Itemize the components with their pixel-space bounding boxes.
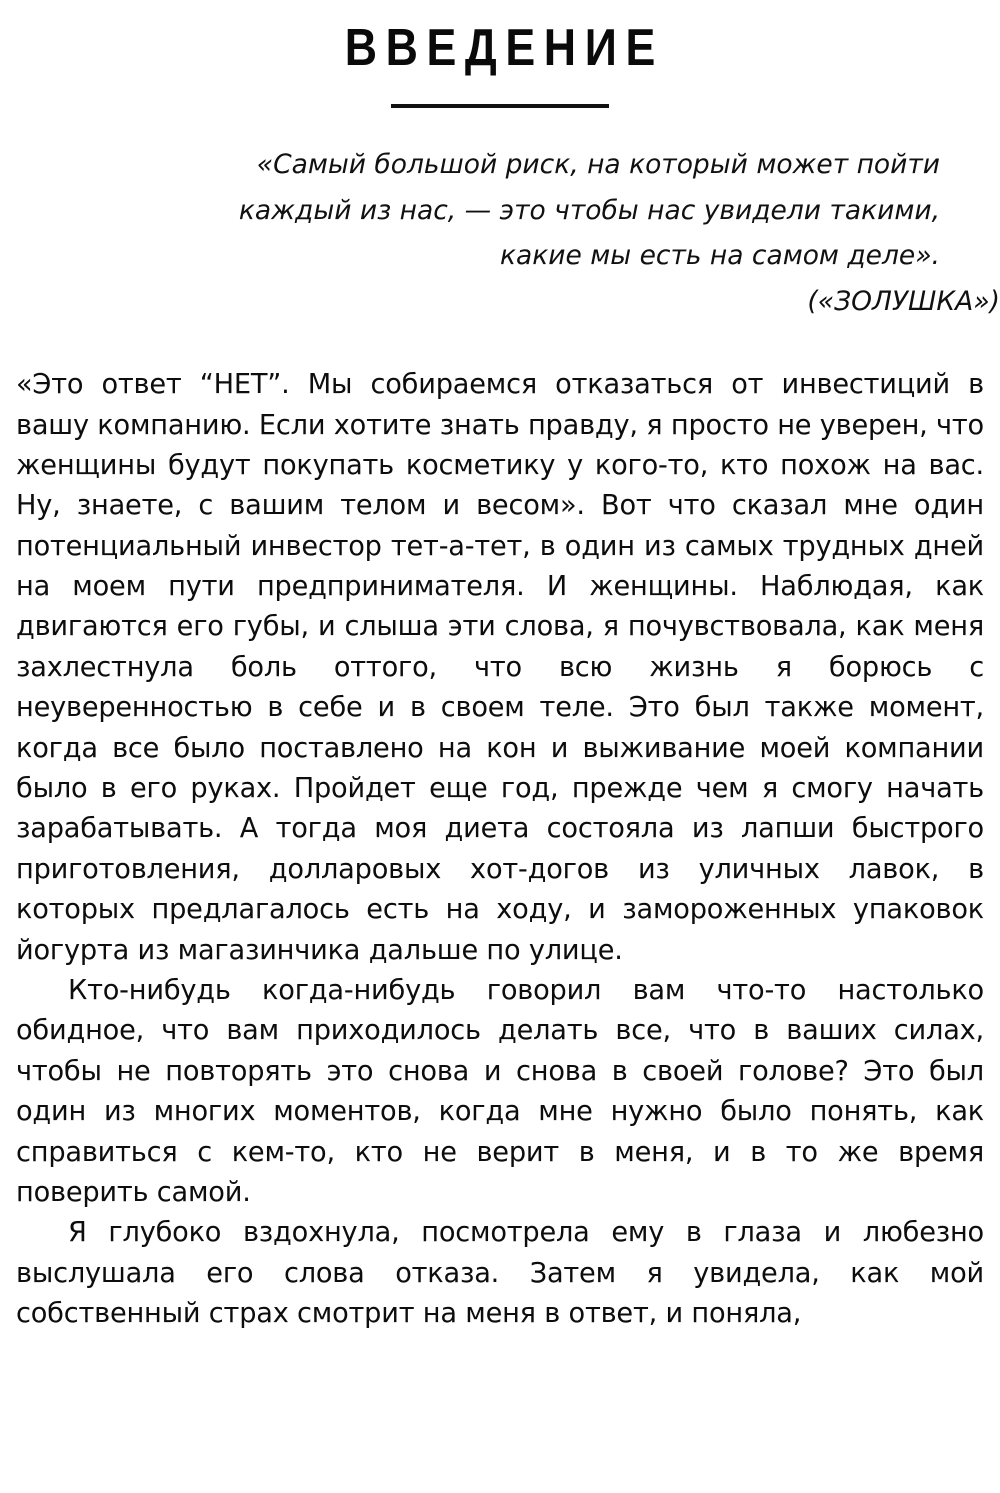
paragraph-1: «Это ответ “НЕТ”. Мы собираемся отказаться от инвестиций в вашу компанию. Если хотите знать правду, я просто не уверен, что женщины будут покупать косметику у кого-то, кто похож на вас. Ну, знаете, с вашим телом и весом». Вот что сказал мне один потенциальный инвестор тет-а-тет, в один из самых трудных дней на моем пути предпринимателя. И женщины. Наблюдая, как двигаются его губы, и слыша эти слова, я почувствовала, как меня захлестнула боль оттого, что всю жизнь я борюсь с неуверенностью в себе и в своем теле. Это был также момент, когда все было поставлено на кон и выживание моей компании было в его руках. Пройдет еще год, прежде чем я смогу начать зарабатывать. А тогда моя диета состояла из лапши быстрого приготовления, долларовых хот-догов из уличных лавок, в которых предлагалось есть на ходу, и замороженных упаковок йогурта из магазинчика дальше по улице. [16, 369, 984, 966]
body-text [16, 365, 984, 1334]
page-title: ВВЕДЕНИЕ [344, 19, 664, 77]
paragraph-3: Я глубоко вздохнула, посмотрела ему в глаза и любезно выслушала его слова отказа. Затем я увидела, как мой собственный страх смотрит на меня в ответ, и поняла, [16, 1217, 984, 1330]
epigraph-source: («ЗОЛУШКА») [807, 285, 1000, 317]
paragraph-2: Кто-нибудь когда-нибудь говорил вам что-то настолько обидное, что вам приходилось делать все, что в ваших силах, чтобы не повторять это снова и снова в своей голове? Это был один из многих моментов, когда мне нужно было понять, как справиться с кем-то, кто не верит в меня, и в то же время поверить самой. [16, 974, 984, 1208]
title-divider [391, 104, 609, 108]
epigraph-quote: «Самый большой риск, на который может пойти каждый из нас, — это чтобы нас увидели такими, какие мы есть на самом деле». [238, 149, 940, 272]
